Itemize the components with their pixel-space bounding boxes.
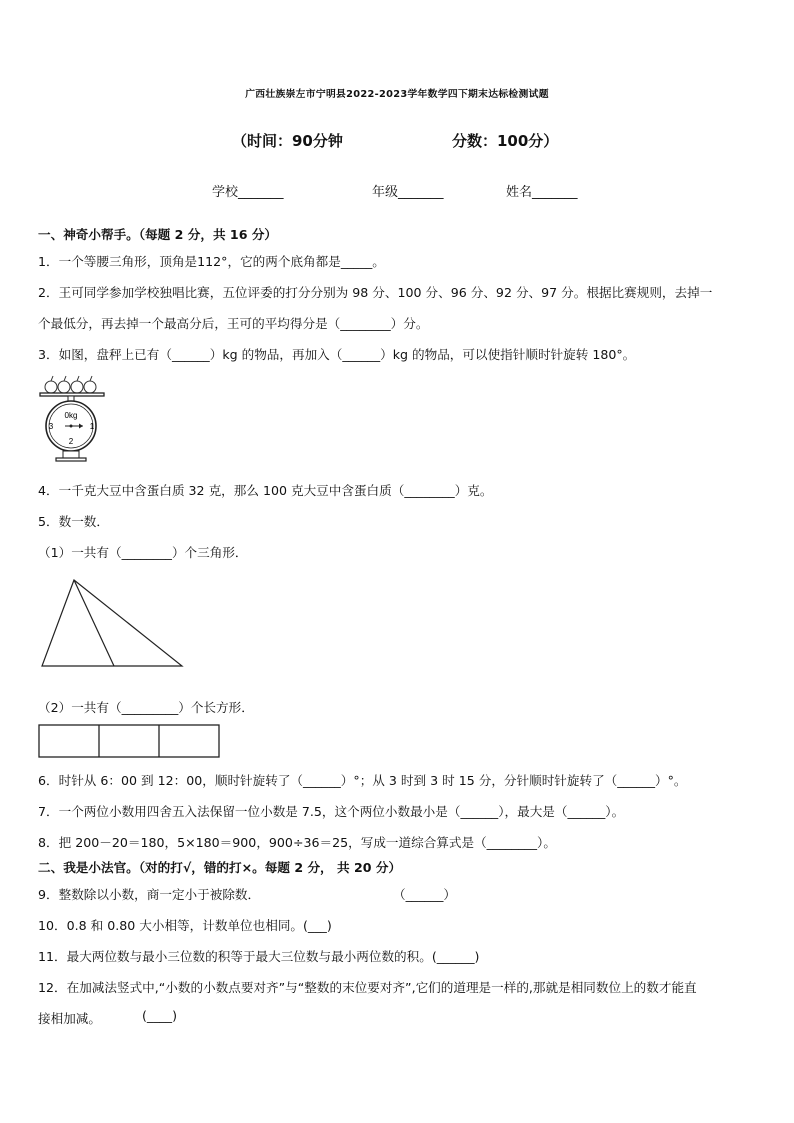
question-6: 6．时针从 6：00 到 12：00，顺时针旋转了（______）°；从 3 时到 3 时 15 分，分针顺时针旋转了（______）°。 xyxy=(38,773,687,788)
exam-score: 分数：100分） xyxy=(452,132,559,150)
question-12-line1: 12．在加减法竖式中,“小数的小数点要对齐”与“整数的末位要对齐”,它们的道理是一样的,那就是相同数位上的数才能直 xyxy=(38,980,697,995)
section2-heading: 二、我是小法官。（对的打√，错的打×。每题 2 分， 共 20 分） xyxy=(38,860,402,875)
question-10: 10．0.8 和 0.80 大小相等，计数单位也相同。(___) xyxy=(38,918,332,933)
scale-figure xyxy=(38,372,106,468)
question-9: 9．整数除以小数，商一定小于被除数． xyxy=(38,887,261,902)
rectangles-figure xyxy=(38,724,222,760)
triangle-figure xyxy=(40,578,186,670)
dial-left-label: 3 xyxy=(48,422,54,431)
apples xyxy=(45,376,96,393)
question-3: 3．如图，盘秤上已有（______）kg 的物品，再加入（______）kg 的物品，可以使指针顺时针旋转 180°。 xyxy=(38,347,636,362)
question-5: 5．数一数． xyxy=(38,514,109,529)
question-5-2: （2）一共有（_________）个长方形． xyxy=(38,700,254,715)
question-7: 7．一个两位小数用四舍五入法保留一位小数是 7.5，这个两位小数最小是（______），最大是（______）。 xyxy=(38,804,625,819)
question-1: 1．一个等腰三角形，顶角是112°，它的两个底角都是_____。 xyxy=(38,254,385,269)
exam-time: （时间：90分钟 xyxy=(232,132,343,150)
question-12-blank: (____) xyxy=(142,1008,178,1023)
section1-heading: 一、神奇小帮手。（每题 2 分，共 16 分） xyxy=(38,227,278,242)
question-5-1: （1）一共有（________）个三角形． xyxy=(38,545,248,560)
dial-bottom-label: 2 xyxy=(68,437,74,446)
question-11: 11．最大两位数与最小三位数的积等于最大三位数与最小两位数的积。(______) xyxy=(38,949,480,964)
page-title: 广西壮族崇左市宁明县2022-2023学年数学四下期末达标检测试题 xyxy=(245,89,549,100)
question-8: 8．把 200－20＝180，5×180＝900，900÷36＝25，写成一道综合算式是（________）。 xyxy=(38,835,556,850)
question-9-blank: （______） xyxy=(393,887,456,902)
grade-field: 年级_______ xyxy=(372,185,444,200)
name-field: 姓名_______ xyxy=(506,185,578,200)
question-2-line1: 2．王可同学参加学校独唱比赛，五位评委的打分分别为 98 分、100 分、96 分、92 分、97 分。根据比赛规则，去掉一 xyxy=(38,285,713,300)
question-12-line2: 接相加减。 xyxy=(38,1011,101,1026)
dial-right-label: 1 xyxy=(89,422,95,431)
question-4: 4．一千克大豆中含蛋白质 32 克，那么 100 克大豆中含蛋白质（________）克。 xyxy=(38,483,493,498)
question-2-line2: 个最低分，再去掉一个最高分后，王可的平均得分是（________）分。 xyxy=(38,316,429,331)
school-field: 学校_______ xyxy=(212,185,284,200)
dial-top-label: 0kg xyxy=(64,411,78,420)
